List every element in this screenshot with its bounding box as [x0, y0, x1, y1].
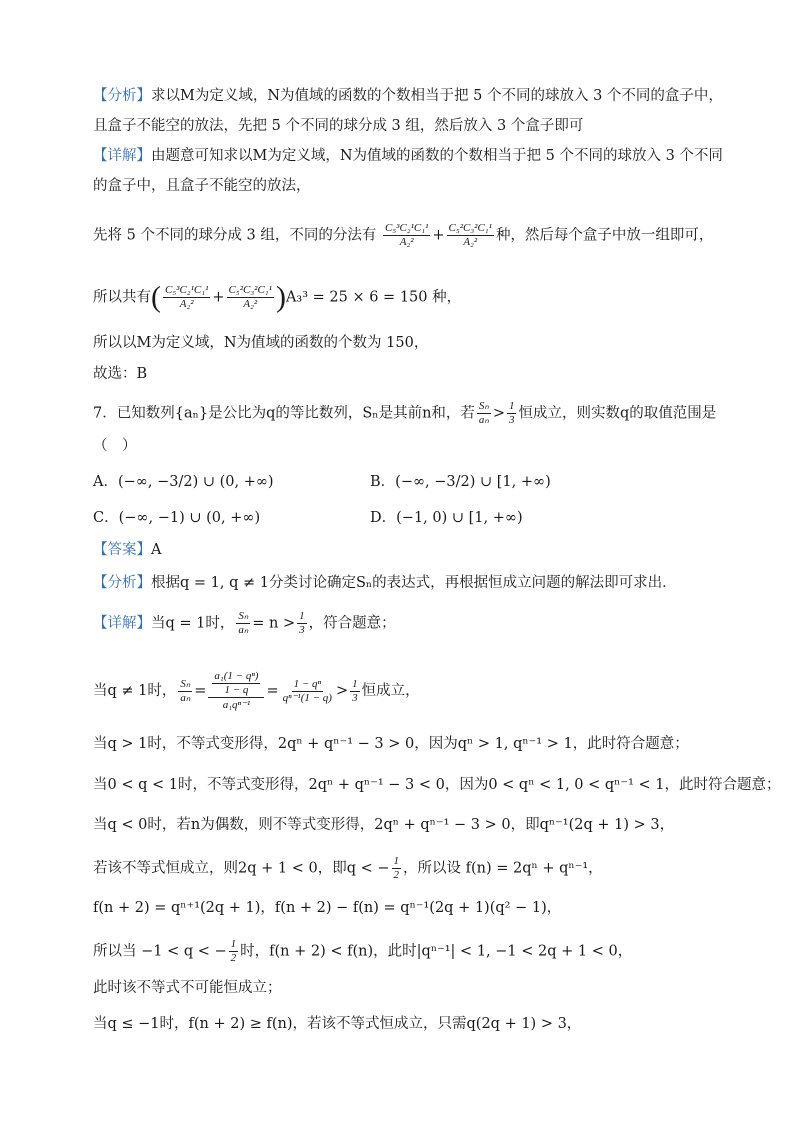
fraction-denominator: A₂² — [463, 236, 478, 248]
q6-choice: 故选：B — [93, 366, 148, 382]
option-text: (−1, 0) ∪ [1, +∞) — [396, 510, 523, 526]
fraction-numerator: 1 — [508, 400, 515, 412]
fraction-numerator: a₁(1 − qⁿ) — [214, 670, 259, 682]
fraction-numerator: 1 — [230, 938, 237, 950]
option-text: (−∞, −1) ∪ (0, +∞) — [118, 510, 261, 526]
fraction-numerator: C₅³C₂¹C₁¹ — [165, 284, 209, 296]
fraction-numerator: Sₙ — [478, 400, 489, 412]
detail-text: A₃³ = 25 × 6 = 150 种， — [285, 289, 462, 306]
analysis-text: 根据q = 1, q ≠ 1分类讨论确定Sₙ的表达式，再根据恒成立问题的解法即可求出． — [151, 575, 677, 591]
detail-text: ，所以设 f(n) = 2qⁿ + qⁿ⁻¹， — [403, 860, 603, 877]
fraction — [236, 610, 250, 637]
analysis-tag: 【分析】 — [93, 575, 151, 591]
q6-detail-line-3 — [93, 222, 713, 249]
q6-analysis-line-2: 且盒子不能空的放法，先把 5 个不同的球分成 3 组，然后放入 3 个盒子即可 — [93, 118, 584, 134]
q7-detail-line-4: 当0 < q < 1时，不等式变形得，2qⁿ + qⁿ⁻¹ − 3 < 0，因为0 < qⁿ < 1, 0 < qⁿ⁻¹ < 1，此时符合题意； — [93, 777, 781, 793]
option-label: A． — [93, 474, 118, 490]
fraction — [507, 400, 517, 427]
compound-fraction — [208, 670, 264, 712]
q7-detail-line-2: 当q ≠ 1时， $\frac{\text{Sₙ}}{\text{aₙ}}$ = $\frac{\frac{\text{a₁(1 − qⁿ)}}{1 - q}}{\text{a₁qⁿ⁻¹}}$ = $\frac{\text{1 − qⁿ}}{\text{qⁿ⁻¹(1 − q)}}$ > $\frac{1}{3}$ 恒成立， — [93, 670, 420, 711]
gt-sign: > — [492, 405, 505, 422]
stem-text: 恒成立，则实数q的取值范围是 — [518, 405, 717, 422]
q7-detail-line-9: 此时该不等式不可能恒成立； — [93, 980, 282, 996]
stem-text: 7．已知数列{aₙ}是公比为q的等比数列，Sₙ是其前n和，若 — [93, 405, 475, 422]
fraction-denominator: A₂² — [399, 236, 414, 248]
fraction-denominator: qⁿ⁻¹(1 − q) — [282, 691, 332, 704]
fraction-denominator: a₁qⁿ⁻¹ — [222, 699, 251, 711]
option-b — [370, 472, 551, 492]
option-text: (−∞, −3/2) ∪ (0, +∞) — [117, 474, 274, 490]
analysis-tag: 【分析】 — [93, 88, 151, 104]
detail-text: = n > — [252, 615, 296, 632]
q6-detail-line-5: 所以以M为定义域，N为值域的函数的个数为 150， — [93, 335, 429, 351]
fraction-denominator: 2 — [393, 869, 399, 881]
equals-sign: = — [266, 683, 279, 699]
fraction-numerator: C₅²C₃²C₁¹ — [228, 284, 272, 296]
q6-detail-line-1 — [93, 146, 723, 166]
q7-analysis — [93, 573, 677, 593]
detail-text: ，符合题意； — [308, 615, 396, 632]
fraction-numerator — [208, 670, 264, 698]
analysis-text: 求以M为定义域，N为值域的函数的个数相当于把 5 个不同的球放入 3 个不同的盒子中， — [151, 88, 723, 104]
fraction-denominator: aₙ — [238, 624, 249, 636]
option-label: D． — [370, 510, 397, 526]
inner-fraction — [212, 670, 260, 697]
option-label: C． — [93, 510, 119, 526]
plus-sign: + — [432, 227, 445, 244]
fraction-denominator: 2 — [230, 952, 237, 964]
q6-detail-line-2: 的盒子中，且盒子不能空的放法， — [93, 178, 311, 194]
answer-tag: 【答案】 — [93, 542, 151, 558]
q7-detail-line-7: f(n + 2) = qⁿ⁺¹(2q + 1)，f(n + 2) − f(n) = qⁿ⁻¹(2q + 1)(q² − 1)， — [93, 900, 562, 916]
fraction — [297, 610, 307, 637]
left-paren: ( — [151, 280, 161, 314]
q7-detail-line-5: 当q < 0时，若n为偶数，则不等式变形得，2qⁿ + qⁿ⁻¹ − 3 > 0，即qⁿ⁻¹(2q + 1) > 3， — [93, 817, 675, 833]
q7-detail-line-8 — [93, 938, 632, 965]
fraction-numerator: Sₙ — [238, 610, 249, 622]
fraction-numerator: 1 — [352, 677, 358, 690]
q7-detail-line-3: 当q > 1时，不等式变形得，2qⁿ + qⁿ⁻¹ − 3 > 0，因为qⁿ > 1, qⁿ⁻¹ > 1，此时符合题意； — [93, 736, 689, 752]
detail-text: 先将 5 个不同的球分成 3 组，不同的分法有 — [93, 227, 377, 244]
option-a — [93, 472, 274, 492]
option-label: B． — [370, 474, 396, 490]
q7-detail-line-6 — [93, 855, 603, 882]
gt-sign: > — [335, 683, 349, 699]
detail-text: 时，f(n + 2) < f(n)，此时|qⁿ⁻¹| < 1, −1 < 2q + 1 < 0， — [240, 943, 633, 960]
detail-text: 种，然后每个盒子中放一组即可， — [495, 227, 714, 244]
answer-value: A — [151, 542, 162, 558]
detail-tag: 【详解】 — [93, 615, 151, 632]
fraction-numerator: C₅³C₂¹C₁¹ — [385, 222, 429, 234]
fraction-denominator: aₙ — [180, 691, 191, 704]
fraction-numerator: 1 — [299, 610, 305, 622]
option-text: (−∞, −3/2) ∪ [1, +∞) — [395, 474, 551, 490]
q7-answer — [93, 540, 161, 560]
detail-text: 若该不等式恒成立，则2q + 1 < 0，即q < − — [93, 860, 390, 877]
detail-tag: 【详解】 — [93, 148, 151, 164]
detail-text: 所以当 −1 < q < − — [93, 943, 227, 960]
fraction — [281, 678, 334, 705]
option-c — [93, 508, 260, 528]
fraction-denominator: 3 — [299, 624, 305, 636]
q7-detail-line-1 — [93, 610, 396, 637]
fraction — [163, 284, 210, 311]
q7-stem-line-2: （ ） — [93, 438, 137, 454]
detail-text: 恒成立， — [361, 683, 420, 699]
fraction-denominator: A₂² — [179, 298, 194, 310]
fraction-denominator: 1 − q — [224, 684, 249, 696]
fraction-denominator: 3 — [352, 691, 358, 704]
plus-sign: + — [212, 289, 225, 306]
fraction-denominator: aₙ — [478, 414, 489, 426]
fraction — [178, 678, 192, 705]
fraction-numerator: 1 − qⁿ — [293, 677, 321, 690]
fraction — [229, 938, 239, 965]
q6-analysis-line-1 — [93, 86, 723, 106]
fraction — [350, 678, 360, 705]
right-paren: ) — [275, 280, 286, 314]
fraction — [477, 400, 491, 427]
option-d — [370, 508, 523, 528]
fraction-numerator: Sₙ — [180, 677, 191, 690]
fraction — [227, 284, 274, 311]
detail-text: 所以共有 — [93, 289, 151, 306]
detail-text: 当q ≠ 1时， — [93, 683, 177, 699]
fraction — [392, 855, 402, 882]
fraction-numerator: 1 — [393, 855, 399, 867]
q7-stem-line-1 — [93, 400, 716, 427]
fraction — [383, 222, 430, 249]
detail-text: 当q = 1时， — [151, 615, 235, 632]
fraction-numerator: C₅²C₃²C₁¹ — [448, 222, 492, 234]
q6-detail-line-4 — [93, 280, 462, 314]
q7-detail-line-10: 当q ≤ −1时，f(n + 2) ≥ f(n)，若该不等式恒成立，只需q(2q + 1) > 3， — [93, 1016, 582, 1032]
fraction-denominator: A₂² — [243, 298, 258, 310]
fraction-denominator: 3 — [508, 414, 515, 426]
fraction — [447, 222, 494, 249]
detail-text: 由题意可知求以M为定义域，N为值域的函数的个数相当于把 5 个不同的球放入 3 个不同 — [151, 148, 723, 164]
